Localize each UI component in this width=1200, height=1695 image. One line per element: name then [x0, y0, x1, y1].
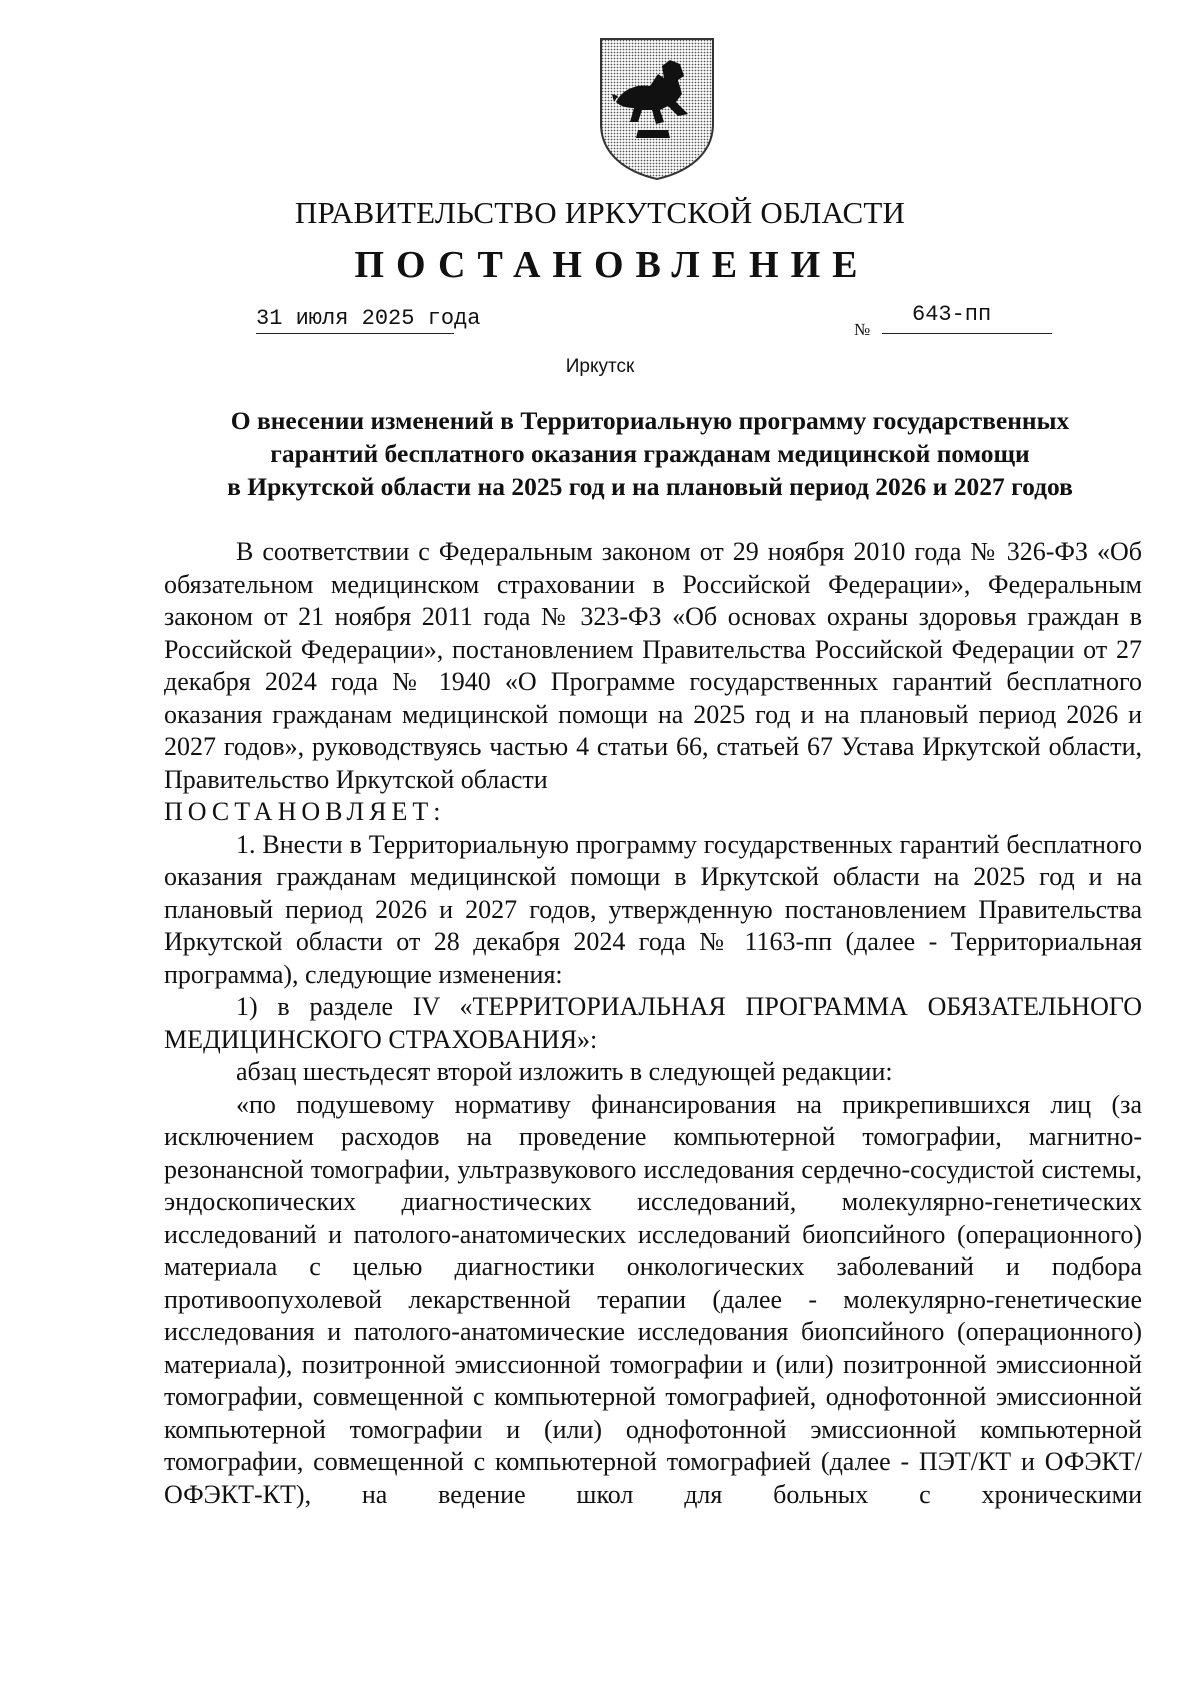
irkutsk-coat-of-arms-icon [598, 36, 716, 182]
title-line: О внесении изменений в Территориальную программу государственных [230, 406, 1070, 435]
document-number: 643-пп [882, 302, 1052, 334]
instruction-paragraph: абзац шестьдесят второй изложить в следующей редакции: [236, 1057, 893, 1086]
document-body [164, 536, 1142, 1511]
document-city: Иркутск [565, 356, 635, 377]
item-1-1-paragraph: 1) в разделе IV «ТЕРРИТОРИАЛЬНАЯ ПРОГРАММА ОБЯЗАТЕЛЬНОГО МЕДИЦИНСКОГО СТРАХОВАНИЯ»: [164, 992, 1142, 1054]
quoted-paragraph: «по подушевому нормативу финансирования на прикрепившихся лиц (за исключением расходов на проведение компьютерной томографии, магнитно-резонансной томографии, ультразвукового исследования сердечно-сосудистой системы, эндоскопических диагностических исследований, молекулярно-генетических исследований и патолого-анатомических исследований биопсийного (операционного) материала с целью диагностики онкологических заболеваний и подбора противоопухолевой лекарственной терапии (далее - молекулярно-генетические исследования и патолого-анатомические исследования биопсийного (операционного) материала), позитронной эмиссионной томографии и (или) позитронной эмиссионной томографии, совмещенной с компьютерной томографией, однофотонной эмиссионной компьютерной томографии и (или) однофотонной эмиссионной компьютерной томографии, совмещенной с компьютерной томографией (далее - ПЭТ/КТ и ОФЭКТ/ОФЭКТ-КТ), на ведение школ для больных с хроническими [164, 1089, 1142, 1509]
document-date: 31 июля 2025 года [256, 306, 454, 334]
document-type: ПОСТАНОВЛЕНИЕ [354, 244, 870, 286]
item-1-paragraph: 1. Внести в Территориальную программу государственных гарантий бесплатного оказания гражданам медицинской помощи в Иркутской области на 2025 год и на плановый период 2026 и 2027 годов, утвержденную постановлением Правительства Иркутской области от 28 декабря 2024 года № 1163-пп (далее - Территориальная программа), следующие изменения: [164, 829, 1142, 989]
number-sign: № [854, 320, 870, 339]
government-name: ПРАВИТЕЛЬСТВО ИРКУТСКОЙ ОБЛАСТИ [294, 195, 906, 230]
preamble-paragraph: В соответствии с Федеральным законом от 29 ноября 2010 года № 326-ФЗ «Об обязательном медицинском страховании в Российской Федерации», Федеральным законом от 21 ноября 2011 года № 323-ФЗ «Об основах охраны здоровья граждан в Российской Федерации», постановлением Правительства Российской Федерации от 27 декабря 2024 года № 1940 «О Программе государственных гарантий бесплатного оказания гражданам медицинской помощи на 2025 год и на плановый период 2026 и 2027 годов», руководствуясь частью 4 статьи 66, статьей 67 Устава Иркутской области, Правительство Иркутской области [164, 537, 1142, 794]
title-line: гарантий бесплатного оказания гражданам медицинской помощи [270, 439, 1030, 468]
title-line: в Иркутской области на 2025 год и на плановый период 2026 и 2027 годов [227, 472, 1073, 501]
decree-word: ПОСТАНОВЛЯЕТ: [164, 797, 446, 826]
document-title [160, 404, 1140, 503]
